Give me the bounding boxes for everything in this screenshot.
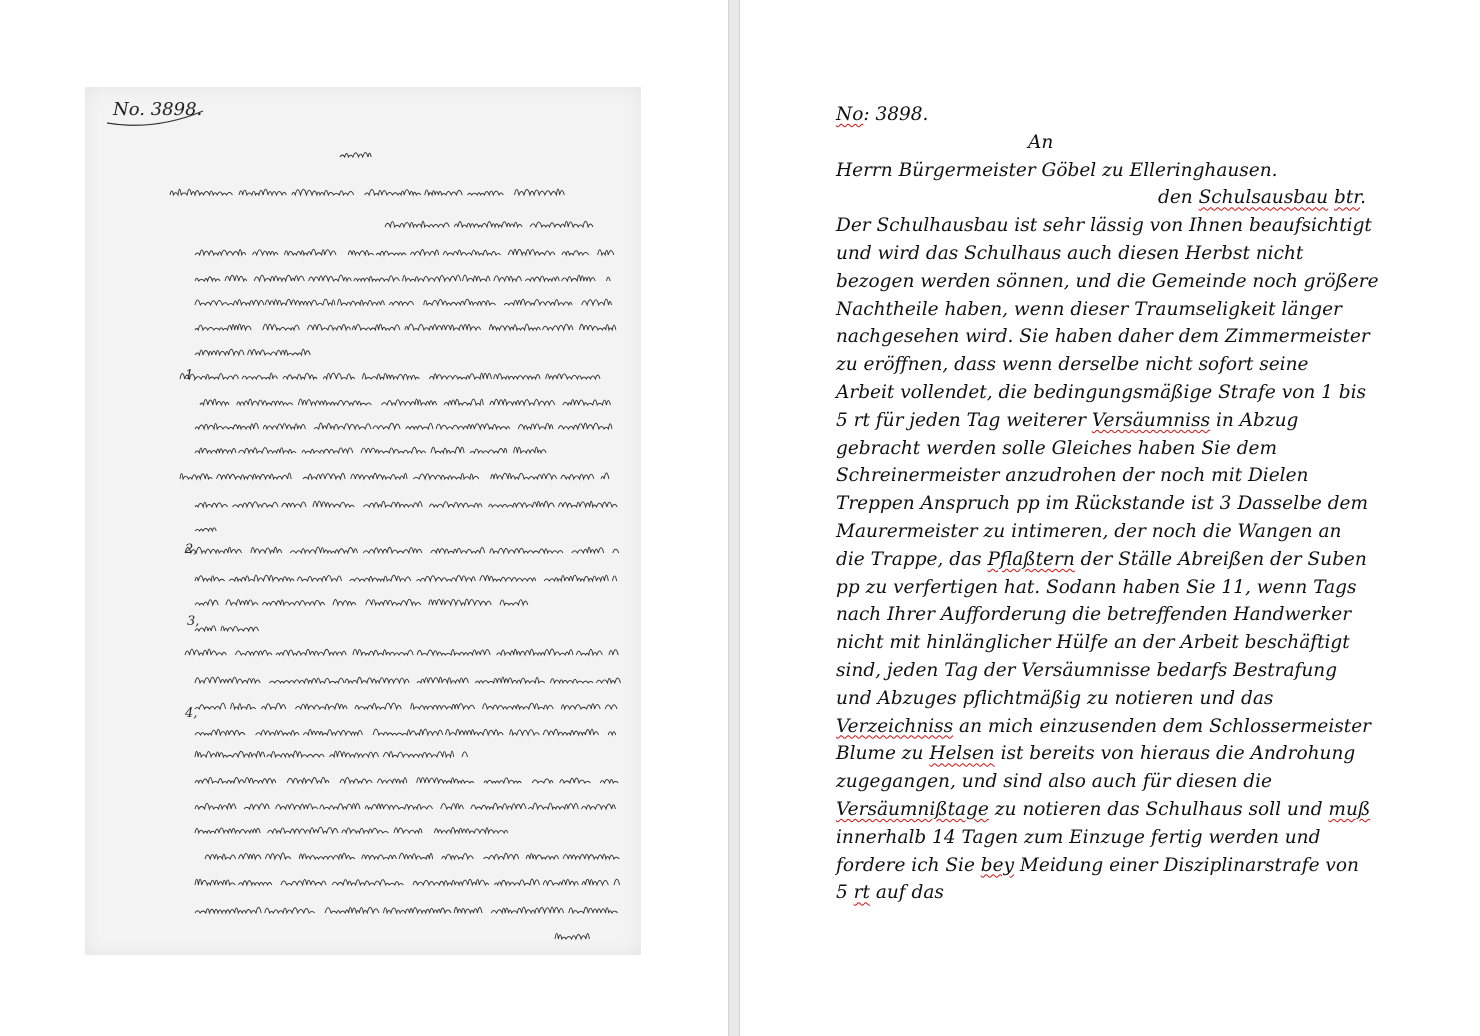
ink-stroke <box>231 703 256 709</box>
ink-stroke <box>413 879 489 885</box>
spellcheck-flagged-word: Versäumnißtage <box>836 798 989 820</box>
ink-stroke <box>613 549 619 553</box>
ink-stroke <box>269 678 344 683</box>
transcript-segment: Arbeit vollendet, die bedingungsmäßige Strafe von 1 bis <box>836 381 1367 403</box>
ink-stroke <box>609 650 618 655</box>
spellcheck-flagged-word: No <box>836 104 864 125</box>
margin-numeral: 3, <box>187 614 200 629</box>
ink-stroke <box>525 276 559 281</box>
ink-stroke <box>417 778 474 783</box>
ink-stroke <box>195 277 220 281</box>
ink-stroke <box>443 250 500 255</box>
ink-stroke <box>245 778 276 783</box>
transcript-line <box>836 490 1426 518</box>
right-page <box>740 0 1480 1036</box>
ink-stroke <box>561 704 600 709</box>
ink-stroke <box>518 423 553 429</box>
margin-numeral: 2, <box>185 542 198 557</box>
ink-stroke <box>504 299 572 305</box>
transcript-line <box>836 629 1426 657</box>
ink-stroke <box>403 275 461 281</box>
ink-stroke <box>282 502 306 507</box>
spellcheck-flagged-word: bey <box>980 854 1015 876</box>
transcript-segment: sind, jeden Tag der Versäumnisse bedarfs Bestrafung <box>836 659 1338 681</box>
transcript-segment: nicht mit hinlänglicher Hülfe an der Arbeit beschäftigt <box>836 632 1350 654</box>
margin-numeral: 4, <box>185 706 198 721</box>
ink-stroke <box>470 448 507 453</box>
ink-stroke <box>383 751 453 757</box>
ink-stroke <box>239 189 286 195</box>
spellcheck-flagged-word: btr <box>1333 187 1361 209</box>
ink-stroke <box>363 501 422 507</box>
ink-stroke <box>195 250 246 256</box>
ink-stroke <box>195 423 259 429</box>
ink-stroke <box>413 473 479 479</box>
transcript-segment: bezogen werden sönnen, und die Gemeinde noch größere <box>836 270 1379 292</box>
transcript-segment: pp zu verfertigen hat. Sodann haben Sie 11, wenn Tags <box>836 576 1357 598</box>
ink-stroke <box>297 575 341 581</box>
transcript-line <box>836 157 1426 185</box>
ink-stroke <box>399 853 433 859</box>
ink-stroke <box>580 324 616 330</box>
ink-stroke <box>248 349 311 355</box>
ink-stroke <box>562 251 589 255</box>
ink-stroke <box>239 853 261 859</box>
handwriting-strokes <box>85 87 641 955</box>
ink-stroke <box>411 703 475 709</box>
transcript-line <box>836 268 1426 296</box>
ink-stroke <box>195 803 236 809</box>
ink-stroke <box>195 349 244 355</box>
ink-stroke <box>229 575 294 581</box>
ink-stroke <box>253 250 278 255</box>
transcript-line <box>836 685 1426 713</box>
ink-stroke <box>338 299 385 305</box>
ink-stroke <box>340 153 371 157</box>
ink-stroke <box>377 778 406 783</box>
ink-stroke <box>551 679 594 683</box>
ink-stroke <box>429 502 482 507</box>
ink-stroke <box>563 854 619 859</box>
transcript-segment: auf das <box>869 882 944 904</box>
transcript-segment: nach Ihrer Aufforderung die betreffenden Handwerker <box>836 604 1352 626</box>
ink-stroke <box>195 448 236 453</box>
ink-stroke <box>497 649 573 655</box>
transcript-segment: Meidung einer Disziplinarstrafe von <box>1014 854 1359 876</box>
ink-stroke <box>526 854 558 859</box>
ink-stroke <box>442 853 474 859</box>
ink-stroke <box>342 828 389 833</box>
ink-stroke <box>373 729 443 735</box>
ink-stroke <box>572 547 604 553</box>
ink-stroke <box>268 827 338 833</box>
transcript-segment: zugegangen, und sind also auch für diesen die <box>836 771 1273 793</box>
transcript-line <box>836 101 1426 129</box>
ink-stroke <box>431 547 485 553</box>
ink-stroke <box>292 189 354 195</box>
transcript-line <box>836 796 1426 824</box>
transcription-text <box>836 101 1426 907</box>
ink-stroke <box>352 324 399 330</box>
ink-stroke <box>276 804 318 809</box>
transcript-line <box>836 574 1426 602</box>
ink-stroke <box>569 907 618 913</box>
transcript-segment: An <box>1028 131 1054 153</box>
ink-stroke <box>411 250 439 256</box>
spellcheck-flagged-word: Schulsausbau <box>1198 187 1329 209</box>
ink-stroke <box>605 705 617 709</box>
ink-stroke <box>484 778 521 783</box>
transcript-segment: Schreinermeister anzudrohen der noch mit Dielen <box>836 465 1309 487</box>
ink-stroke <box>332 880 403 885</box>
ink-stroke <box>351 473 407 479</box>
ink-stroke <box>582 879 608 885</box>
ink-stroke <box>436 424 510 429</box>
ink-stroke <box>365 804 432 809</box>
ink-stroke <box>353 649 413 655</box>
ink-stroke <box>226 600 258 605</box>
ink-stroke <box>394 828 422 833</box>
margin-numeral: 1, <box>185 368 198 383</box>
ink-stroke <box>405 324 481 330</box>
ink-stroke <box>313 501 354 507</box>
transcript-segment: nachgesehen wird. Sie haben daher dem Zimmermeister <box>836 326 1370 348</box>
ink-stroke <box>298 399 371 405</box>
transcript-line <box>836 852 1426 880</box>
transcript-segment: 5 <box>836 882 854 904</box>
ink-stroke <box>362 855 397 859</box>
spellcheck-flagged-word: Pflaßtern <box>987 548 1075 570</box>
ink-stroke <box>444 399 483 405</box>
ink-stroke <box>381 399 436 405</box>
ink-stroke <box>195 879 235 885</box>
ink-stroke <box>475 677 544 683</box>
ink-stroke <box>256 730 299 735</box>
ink-stroke <box>480 576 536 582</box>
transcript-line <box>836 435 1426 463</box>
ink-stroke <box>562 275 596 281</box>
ink-stroke <box>528 803 578 809</box>
ink-stroke <box>265 908 315 913</box>
ink-stroke <box>254 275 304 281</box>
ink-stroke <box>361 447 426 453</box>
transcript-line <box>836 296 1426 324</box>
ink-stroke <box>454 907 482 913</box>
ink-stroke <box>555 933 589 939</box>
ink-stroke <box>490 548 563 553</box>
transcript-segment: Maurermeister zu intimeren, der noch die Wangen an <box>836 520 1342 542</box>
ink-stroke <box>366 599 421 605</box>
ink-stroke <box>195 907 261 913</box>
ink-stroke <box>508 249 555 255</box>
transcript-line <box>836 768 1426 796</box>
ink-stroke <box>489 324 540 330</box>
ink-stroke <box>373 423 400 429</box>
ink-stroke <box>601 473 609 479</box>
ink-stroke <box>510 730 540 735</box>
left-page <box>0 0 728 1036</box>
ink-stroke <box>384 908 452 913</box>
ink-stroke <box>582 299 612 305</box>
ink-stroke <box>614 879 620 885</box>
transcript-line <box>836 879 1426 907</box>
ink-stroke <box>532 779 553 783</box>
ink-stroke <box>170 189 232 195</box>
spellcheck-flagged-word: Helsen <box>929 743 995 765</box>
ink-stroke <box>471 803 526 809</box>
transcript-segment: Treppen Anspruch pp im Rückstande ist 3 Dasselbe dem <box>836 493 1369 515</box>
transcript-segment: und Abzuges pflichtmäßig zu notieren und das <box>836 687 1274 709</box>
transcript-segment: fordere ich Sie <box>836 854 981 876</box>
ink-stroke <box>217 473 292 479</box>
ink-stroke <box>424 299 496 305</box>
ink-stroke <box>303 473 345 479</box>
transcript-segment: zu notieren das Schulhaus soll und <box>988 798 1329 820</box>
transcript-line <box>836 546 1426 574</box>
ink-stroke <box>239 448 297 453</box>
ink-stroke <box>530 221 593 227</box>
ink-stroke <box>195 828 260 833</box>
ink-stroke <box>340 777 372 783</box>
ink-stroke <box>446 729 504 735</box>
ink-stroke <box>350 575 411 581</box>
ink-stroke <box>263 424 305 429</box>
spellcheck-flagged-word: Verzeichniss <box>836 715 954 737</box>
ink-stroke <box>514 447 547 453</box>
transcript-segment: in Abzug <box>1210 409 1299 431</box>
transcript-segment: 5 rt für jeden Tag weiterer <box>836 409 1092 431</box>
transcript-line <box>836 713 1426 741</box>
spellcheck-flagged-word: muß <box>1328 798 1371 820</box>
ink-stroke <box>454 221 522 227</box>
ink-stroke <box>484 853 519 859</box>
ink-stroke <box>559 501 618 507</box>
ink-stroke <box>417 649 490 655</box>
ink-stroke <box>406 423 433 429</box>
ink-stroke <box>376 251 406 255</box>
ink-stroke <box>285 249 337 255</box>
ink-stroke <box>333 600 356 606</box>
ink-stroke <box>543 879 578 885</box>
ink-stroke <box>581 804 615 809</box>
ink-stroke <box>242 373 277 379</box>
ink-stroke <box>434 827 507 833</box>
scan-document-number: No. 3898. <box>113 99 203 120</box>
spellcheck-flagged-word: Versäumniss <box>1091 409 1211 431</box>
ink-stroke <box>495 879 540 885</box>
ink-stroke <box>363 373 420 379</box>
ink-stroke <box>608 732 616 735</box>
ink-stroke <box>489 501 555 507</box>
transcript-line <box>836 824 1426 852</box>
ink-stroke <box>425 190 462 195</box>
ink-stroke <box>385 221 449 227</box>
ink-stroke <box>195 729 245 735</box>
ink-stroke <box>265 299 335 305</box>
transcript-line <box>836 518 1426 546</box>
ink-stroke <box>596 678 620 683</box>
transcript-segment: : 3898. <box>863 104 929 125</box>
ink-stroke <box>195 677 260 683</box>
ink-stroke <box>600 779 618 783</box>
ink-stroke <box>251 547 282 553</box>
ink-stroke <box>558 423 612 429</box>
transcript-line <box>836 351 1426 379</box>
ink-stroke <box>323 373 355 379</box>
ink-stroke <box>429 599 491 605</box>
transcript-segment: an mich einzusenden dem Schlossermeister <box>953 715 1372 737</box>
ink-stroke <box>494 276 522 281</box>
ink-stroke <box>239 881 272 885</box>
ink-stroke <box>195 300 264 305</box>
transcript-segment: Blume zu <box>836 743 930 765</box>
transcript-segment: gebracht werden solle Gleiches haben Sie dem <box>836 437 1278 459</box>
ink-stroke <box>607 277 611 281</box>
ink-stroke <box>483 703 554 709</box>
ink-stroke <box>221 626 259 631</box>
ink-stroke <box>233 502 279 507</box>
ink-stroke <box>348 250 374 255</box>
ink-stroke <box>195 576 225 581</box>
ink-stroke <box>287 777 329 783</box>
ink-stroke <box>544 575 608 581</box>
ink-stroke <box>307 324 350 330</box>
ink-stroke <box>325 907 379 913</box>
ink-stroke <box>195 502 228 507</box>
ink-stroke <box>417 576 476 582</box>
ink-stroke <box>295 704 347 710</box>
ink-stroke <box>195 703 226 709</box>
transcript-segment: . <box>1360 187 1366 209</box>
transcript-line <box>836 129 1426 157</box>
ink-stroke <box>195 600 218 605</box>
spellcheck-flagged-word: rt <box>853 882 870 904</box>
ink-stroke <box>276 649 346 655</box>
ink-stroke <box>490 399 555 405</box>
ink-stroke <box>462 752 468 757</box>
ink-stroke <box>491 473 557 479</box>
ink-stroke <box>365 189 421 195</box>
transcript-line <box>836 323 1426 351</box>
ink-stroke <box>185 649 226 655</box>
ink-stroke <box>563 400 611 405</box>
manuscript-scan-image <box>85 87 641 955</box>
ink-stroke <box>515 189 565 195</box>
transcript-segment: Nachtheile haben, wenn dieser Traumseligkeit länger <box>836 298 1342 320</box>
ink-stroke <box>261 703 285 709</box>
ink-stroke <box>263 324 299 330</box>
transcript-segment: die Trappe, das <box>836 548 988 570</box>
page-gutter <box>728 0 740 1036</box>
ink-stroke <box>429 373 491 379</box>
transcript-line <box>836 657 1426 685</box>
ink-stroke <box>262 600 324 605</box>
transcript-segment: der Ställe Abreißen der Suben <box>1074 548 1367 570</box>
transcript-line <box>836 601 1426 629</box>
ink-stroke <box>290 547 357 553</box>
ink-stroke <box>265 853 290 859</box>
ink-stroke <box>330 751 379 757</box>
ink-stroke <box>494 374 541 379</box>
ink-stroke <box>561 474 594 479</box>
ink-stroke <box>281 879 326 885</box>
ink-stroke <box>612 576 616 581</box>
ink-stroke <box>309 275 352 281</box>
ink-stroke <box>180 474 212 479</box>
ink-stroke <box>431 447 464 453</box>
ink-stroke <box>463 275 490 281</box>
ink-stroke <box>314 423 371 429</box>
transcript-line <box>836 740 1426 768</box>
ink-stroke <box>390 301 414 305</box>
transcript-line <box>836 240 1426 268</box>
ink-stroke <box>500 600 528 605</box>
transcript-segment: innerhalb 14 Tagen zum Einzuge fertig werden und <box>836 826 1321 848</box>
ink-stroke <box>345 677 409 683</box>
ink-stroke <box>354 276 400 281</box>
ink-stroke <box>355 703 401 709</box>
transcript-segment: Herrn Bürgermeister Göbel zu Elleringhausen. <box>836 159 1278 181</box>
ink-stroke <box>468 191 504 195</box>
ink-stroke <box>560 778 591 783</box>
ink-stroke <box>244 804 269 809</box>
ink-stroke <box>267 751 324 757</box>
transcript-segment: den <box>1158 187 1199 209</box>
ink-stroke <box>299 853 355 859</box>
ink-stroke <box>363 547 422 553</box>
ink-stroke <box>546 374 600 379</box>
ink-stroke <box>598 250 614 255</box>
ink-stroke <box>237 399 293 405</box>
transcript-line <box>836 379 1426 407</box>
ink-stroke <box>200 399 229 405</box>
ink-stroke <box>320 803 360 809</box>
ink-stroke <box>225 275 247 281</box>
ink-stroke <box>302 448 353 453</box>
transcript-segment: und wird das Schulhaus auch diesen Herbst nicht <box>836 242 1304 264</box>
ink-stroke <box>195 324 251 330</box>
ink-stroke <box>283 373 317 379</box>
transcript-segment: zu eröffnen, dass wenn derselbe nicht sofort seine <box>836 354 1309 376</box>
ink-stroke <box>441 803 464 809</box>
ink-stroke <box>195 528 216 531</box>
ink-stroke <box>195 751 265 757</box>
ink-stroke <box>543 324 573 330</box>
ink-stroke <box>417 677 469 683</box>
transcript-line <box>836 462 1426 490</box>
transcript-line <box>836 212 1426 240</box>
ink-stroke <box>195 777 244 783</box>
ink-stroke <box>491 907 563 913</box>
ink-stroke <box>236 650 273 655</box>
ink-stroke <box>576 649 602 655</box>
ink-stroke <box>205 854 236 859</box>
transcript-segment: Der Schulhausbau ist sehr lässig von Ihnen beaufsichtigt <box>836 215 1372 237</box>
ink-stroke <box>303 729 362 735</box>
transcript-line <box>836 407 1426 435</box>
transcript-line <box>836 184 1426 212</box>
ink-stroke <box>543 729 598 735</box>
transcript-segment: ist bereits von hieraus die Androhung <box>994 743 1356 765</box>
